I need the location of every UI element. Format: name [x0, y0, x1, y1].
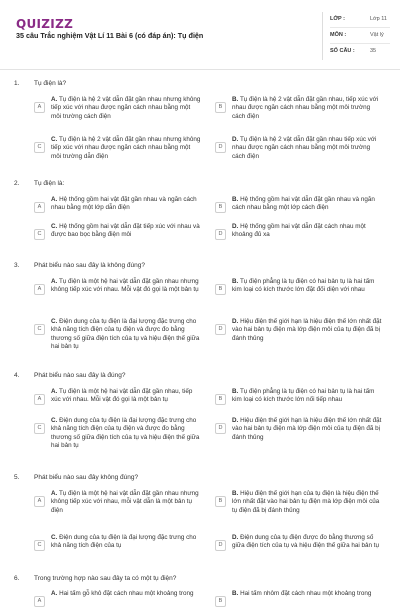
option-letter-box: B	[215, 394, 226, 405]
option-c[interactable]	[34, 534, 202, 551]
question-number: 1.	[14, 80, 20, 87]
option-letter-box: A	[34, 102, 45, 113]
option-d[interactable]	[215, 417, 383, 442]
option-text: D. Điện dung của tụ điện được đo bằng thương số giữa điện tích của tụ và hiệu điện thế giữa hai bản tụ	[232, 534, 380, 550]
option-text: B. Tụ điện phẳng là tụ điện có hai bản tụ là hai tấm kim loại có kích thước lớn nối tiếp nhau	[232, 388, 375, 404]
option-text: D. Hiệu điện thế giới hạn là hiệu điện thế lớn nhất đặt vào hai bản tụ điện mà lớp điện môi của tụ điện đã bị đánh thủng	[232, 318, 382, 342]
option-a[interactable]	[34, 96, 202, 121]
question-text: Tụ điện là?	[34, 80, 67, 87]
question-text: Tụ điện là:	[34, 180, 65, 187]
option-c[interactable]	[34, 417, 202, 450]
option-letter-box: D	[215, 142, 226, 153]
question-number: 5.	[14, 474, 20, 481]
option-a[interactable]	[34, 196, 202, 213]
option-letter-box: A	[34, 496, 45, 507]
option-text: B. Tụ điện là hệ 2 vật dẫn đặt gần nhau, tiếp xúc với nhau được ngăn cách nhau bằng một môi trường cách điện	[232, 96, 379, 120]
option-c[interactable]	[34, 223, 202, 240]
meta-info-box	[322, 12, 390, 60]
meta-label: SỐ CÂU :	[330, 48, 355, 54]
meta-row-count	[330, 44, 390, 60]
option-a[interactable]	[34, 490, 202, 515]
option-letter-box: C	[34, 142, 45, 153]
question-text: Trong trường hợp nào sau đây ta có một tụ điện?	[34, 575, 177, 582]
option-text: C. Hệ thống gồm hai vật dẫn đặt tiếp xúc với nhau và được bao bọc bằng điện môi	[51, 223, 200, 239]
option-text: B. Hệ thống gồm hai vật dẫn đặt gần nhau và ngăn cách nhau bằng một lớp cách điện	[232, 196, 375, 212]
option-text: B. Hai tấm nhôm đặt cách nhau một khoảng trong	[232, 590, 372, 597]
option-text: A. Hệ thống gồm hai vật đặt gần nhau và ngăn cách nhau bằng một lớp dẫn điện	[51, 196, 197, 212]
option-text: D. Hiệu điện thế giới hạn là hiệu điện thế lớn nhất đặt vào hai bản tụ điện mà lớp điện môi của tụ điện đã bị đánh thủng	[232, 417, 382, 441]
option-letter-box: D	[215, 540, 226, 551]
question-text: Phát biểu nào sau đây không đúng?	[34, 474, 139, 481]
question-number: 6.	[14, 575, 20, 582]
quizizz-logo: QUIZIZZ	[16, 17, 74, 31]
option-letter-box: A	[34, 394, 45, 405]
option-text: A. Tụ điện là một hệ hai vật dẫn đặt gần nhau nhưng không tiếp xúc với nhau. Mỗi vật đó gọi là một bản tụ	[51, 278, 199, 294]
option-text: A. Tụ điện là một hệ hai vật dẫn đặt gần nhau nhưng không tiếp xúc với nhau, mỗi vật dẫn là một bản tụ điện	[51, 490, 199, 514]
meta-label: LỚP :	[330, 16, 345, 22]
option-letter-box: B	[215, 496, 226, 507]
option-letter-box: D	[215, 229, 226, 240]
question-text: Phát biểu nào sau đây là đúng?	[34, 372, 126, 379]
option-b[interactable]	[215, 388, 383, 405]
option-text: C. Điện dung của tụ điện là đại lượng đặc trưng cho khả năng tích điện của tụ điện và được đo bằng thương số giữa điện tích của tụ và hiệu điện thế giữa hai bản tụ	[51, 417, 200, 449]
question-text: Phát biểu nào sau đây là không đúng?	[34, 262, 145, 269]
option-text: B. Tụ điện phẳng là tụ điện có hai bản tụ là hai tấm kim loại có kích thước lớn đặt đối diện với nhau	[232, 278, 375, 294]
meta-row-subject	[330, 28, 390, 44]
option-b[interactable]	[215, 96, 383, 121]
option-text: A. Tụ điện là một hệ hai vật dẫn đặt gần nhau, tiếp xúc với nhau. Mỗi vật đó gọi là một bản tụ	[51, 388, 193, 404]
option-b[interactable]	[215, 278, 383, 295]
option-c[interactable]	[34, 318, 202, 351]
option-text: C. Điện dung của tụ điện là đại lượng đặc trưng cho khả năng tích điện của tụ	[51, 534, 197, 550]
option-d[interactable]	[215, 223, 383, 240]
option-letter-box: A	[34, 596, 45, 607]
option-a[interactable]	[34, 388, 202, 405]
option-d[interactable]	[215, 534, 383, 551]
question-number: 3.	[14, 262, 20, 269]
option-text: C. Tụ điện là hệ 2 vật dẫn đặt gần nhau nhưng không tiếp xúc với nhau được ngăn cách nhau bằng một môi trường dẫn điện	[51, 136, 201, 160]
option-d[interactable]	[215, 318, 383, 343]
option-letter-box: B	[215, 284, 226, 295]
option-letter-box: C	[34, 423, 45, 434]
option-a[interactable]	[34, 590, 202, 607]
document-title: 35 câu Trắc nghiệm Vật Lí 11 Bài 6 (có đáp án): Tụ điện	[16, 31, 204, 40]
option-letter-box: B	[215, 202, 226, 213]
option-text: A. Hai tấm gỗ khô đặt cách nhau một khoảng trong	[51, 590, 194, 597]
option-text: D. Tụ điện là hệ 2 vật dẫn đặt gần nhau tiếp xúc với nhau được ngăn cách nhau bằng một môi trường cách điện	[232, 136, 377, 160]
meta-label: MÔN :	[330, 32, 347, 38]
option-text: D. Hệ thống gồm hai vật dẫn đặt cách nhau một khoảng đủ xa	[232, 223, 366, 239]
question-number: 2.	[14, 180, 20, 187]
option-text: B. Hiệu điện thế giới hạn của tụ điện là hiệu điện thế lớn nhất đặt vào hai bản tụ điện mà lớp điện môi của tụ điện đã bị đánh thủng	[232, 490, 380, 514]
option-d[interactable]	[215, 136, 383, 161]
option-letter-box: B	[215, 596, 226, 607]
option-text: C. Điện dung của tụ điện là đại lượng đặc trưng cho khả năng tích điện của tụ điện và được đo bằng thương số giữa điện tích của tụ và hiệu điện thế giữa hai bản tụ	[51, 318, 200, 350]
question-number: 4.	[14, 372, 20, 379]
meta-row-class	[330, 12, 390, 28]
option-letter-box: A	[34, 202, 45, 213]
meta-value: 35	[370, 48, 377, 54]
option-letter-box: C	[34, 324, 45, 335]
option-text: A. Tụ điện là hệ 2 vật dẫn đặt gần nhau nhưng không tiếp xúc với nhau được ngăn cách nhau bằng một môi trường cách điện	[51, 96, 201, 120]
option-letter-box: D	[215, 423, 226, 434]
option-a[interactable]	[34, 278, 202, 295]
option-letter-box: A	[34, 284, 45, 295]
meta-value: Lớp 11	[370, 16, 387, 22]
option-letter-box: D	[215, 324, 226, 335]
option-b[interactable]	[215, 196, 383, 213]
option-letter-box: C	[34, 229, 45, 240]
option-b[interactable]	[215, 590, 383, 607]
option-letter-box: B	[215, 102, 226, 113]
option-b[interactable]	[215, 490, 383, 515]
option-c[interactable]	[34, 136, 202, 161]
page-header	[0, 0, 400, 70]
option-letter-box: C	[34, 540, 45, 551]
meta-value: Vật lý	[370, 32, 384, 38]
